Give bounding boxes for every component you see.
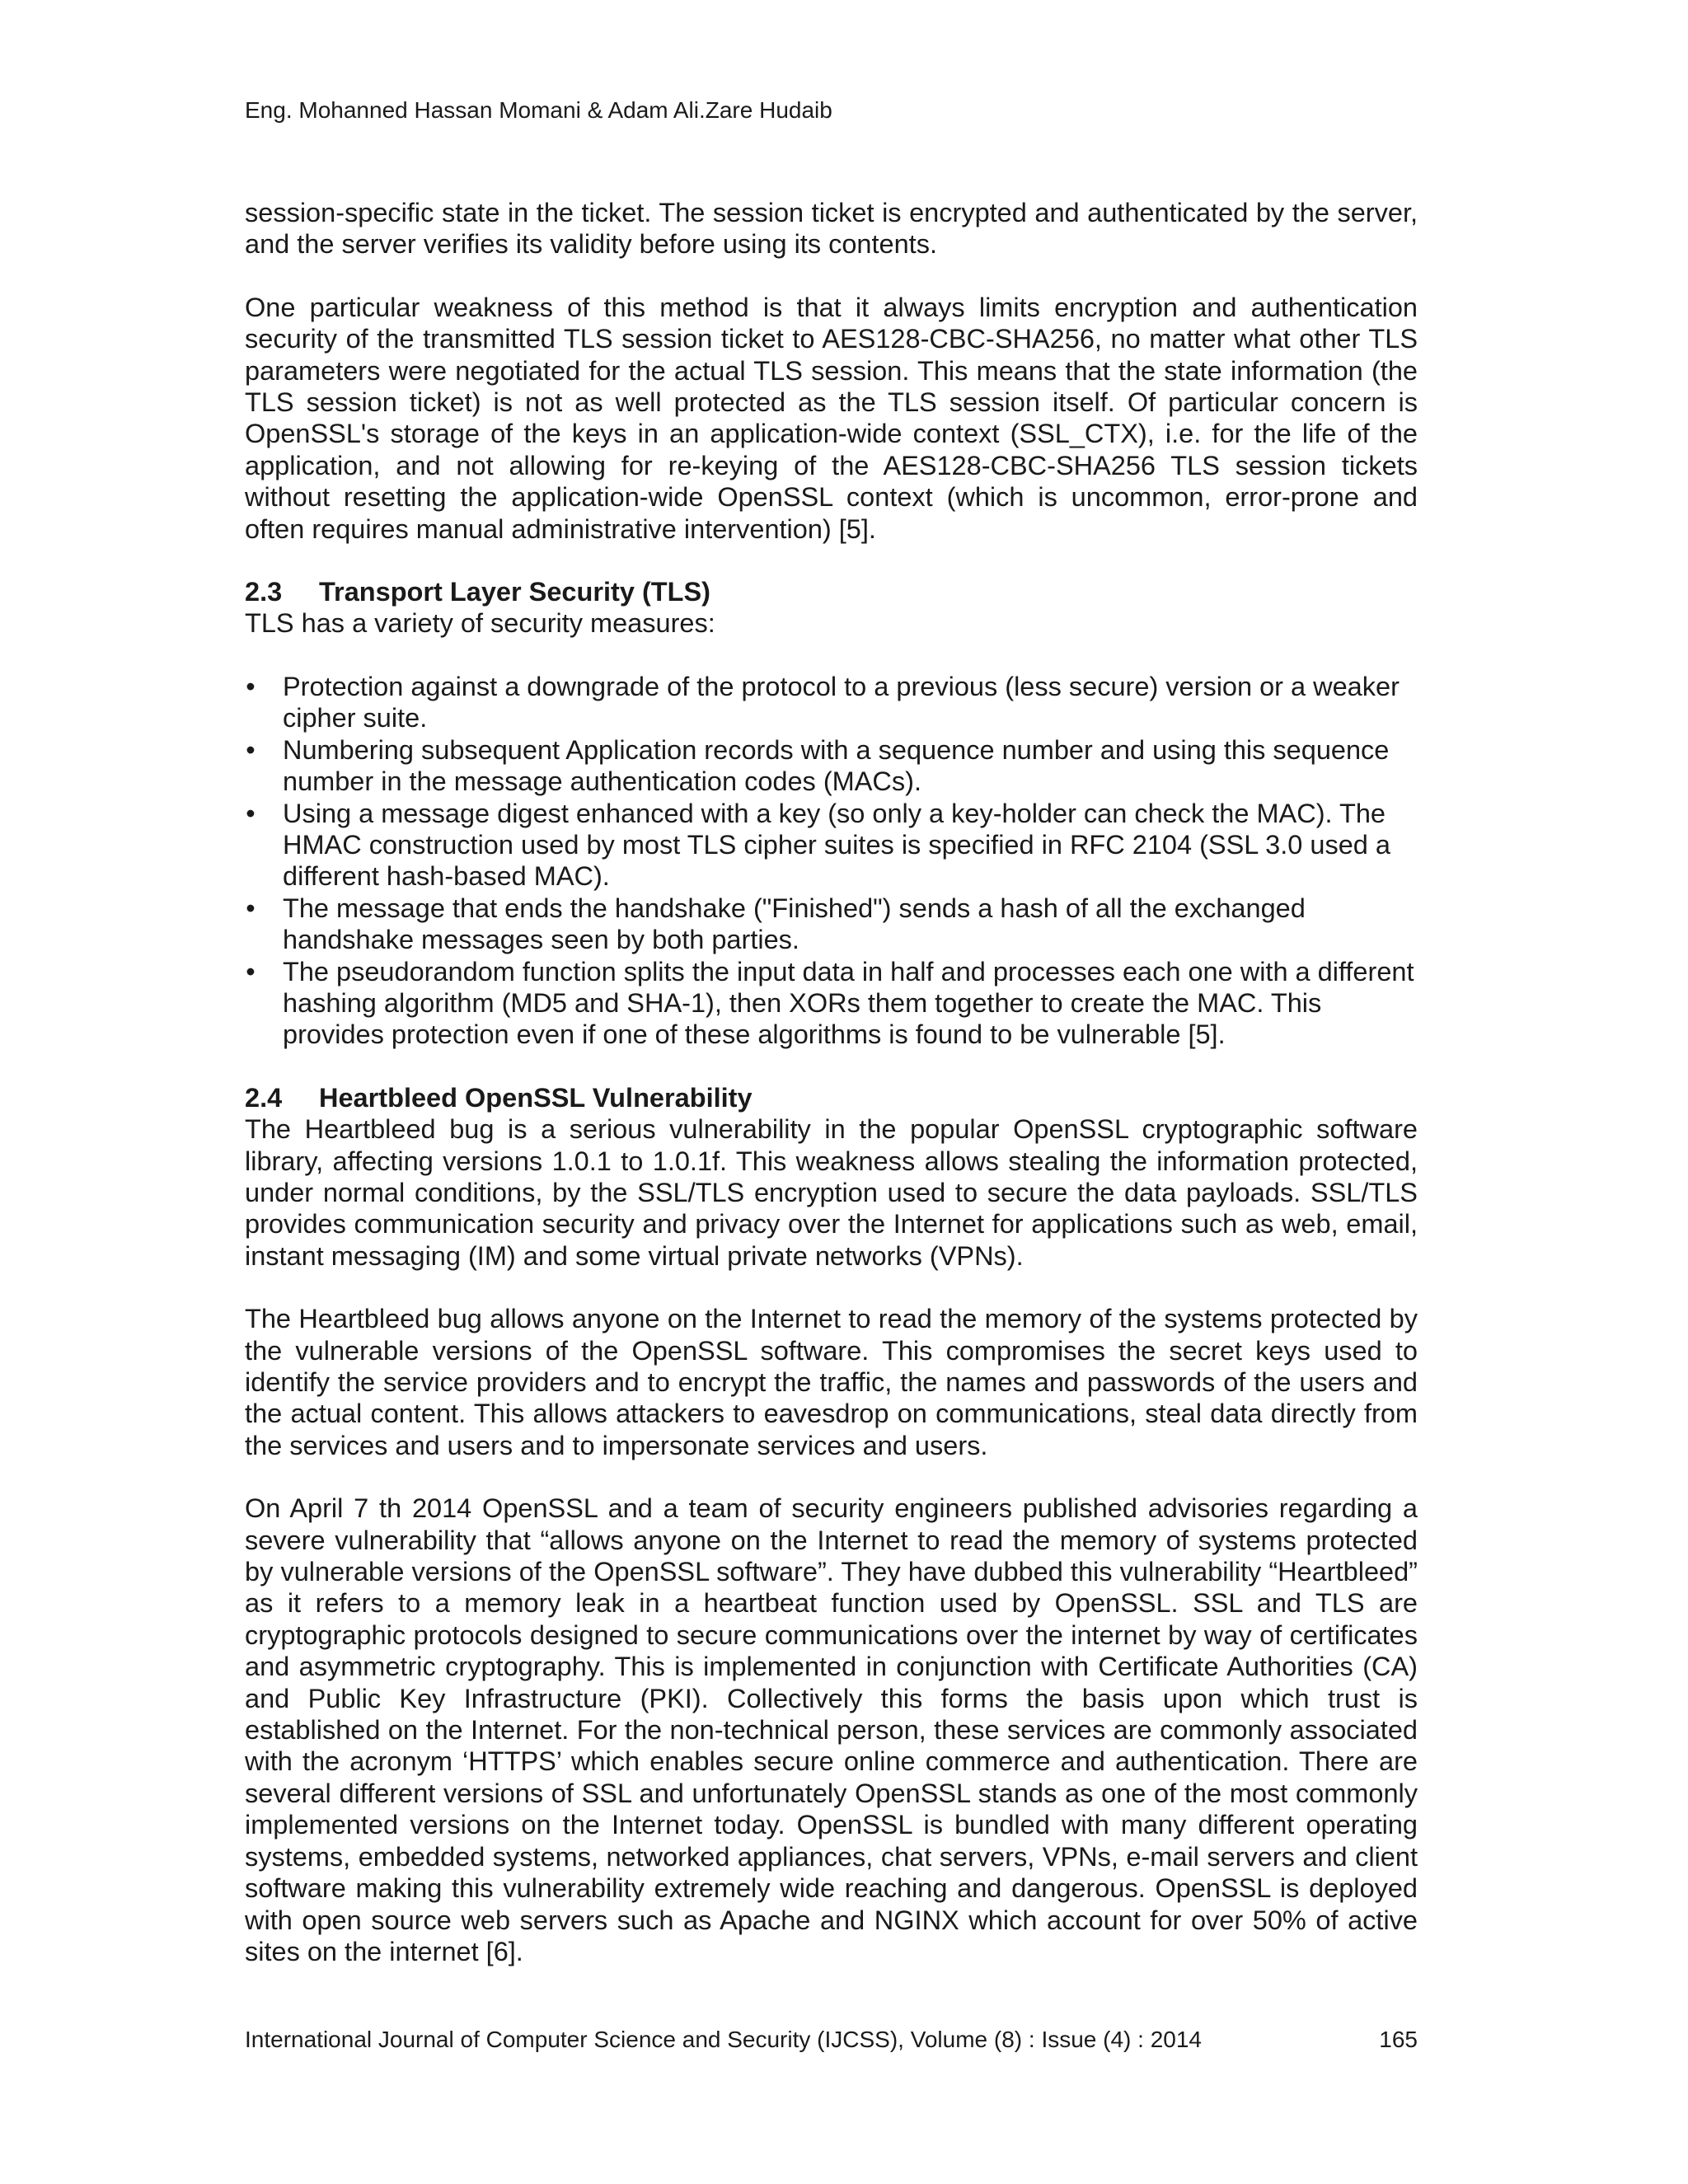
section-title: Heartbleed OpenSSL Vulnerability <box>319 1082 753 1113</box>
list-item-text: The pseudorandom function splits the input data in half and processes each one with a different hashing algorithm (MD5 and SHA-1), then XORs them together to create the MAC. This provides protection even if one of these algorithms is found to be vulnerable [5]. <box>283 956 1414 1050</box>
list-item <box>245 893 1418 956</box>
list-item-text: Protection against a downgrade of the protocol to a previous (less secure) version or a weaker cipher suite. <box>283 671 1400 733</box>
section-title: Transport Layer Security (TLS) <box>319 577 710 607</box>
paragraph: The Heartbleed bug is a serious vulnerability in the popular OpenSSL cryptographic software library, affecting versions 1.0.1 to 1.0.1f. This weakness allows stealing the information protected, under normal conditions, by the SSL/TLS encryption used to secure the data payloads. SSL/TLS provides communication security and privacy over the Internet for applications such as web, email, instant messaging (IM) and some virtual private networks (VPNs). <box>245 1114 1418 1271</box>
bullet-list <box>245 671 1418 1051</box>
bullet-icon: • <box>246 798 256 828</box>
bullet-icon: • <box>246 956 256 987</box>
list-item-text: The message that ends the handshake ("Finished") sends a hash of all the exchanged handshake messages seen by both parties. <box>283 893 1306 955</box>
paragraph: On April 7 th 2014 OpenSSL and a team of security engineers published advisories regarding a severe vulnerability that “allows anyone on the Internet to read the memory of systems protected by vulnerable versions of the OpenSSL software”. They have dubbed this vulnerability “Heartbleed” as it refers to a memory leak in a heartbeat function used by OpenSSL. SSL and TLS are cryptographic protocols designed to secure communications over the internet by way of certificates and asymmetric cryptography. This is implemented in conjunction with Certificate Authorities (CA) and Public Key Infrastructure (PKI). Collectively this forms the basis upon which trust is established on the Internet. For the non-technical person, these services are commonly associated with the acronym ‘HTTPS’ which enables secure online commerce and authentication. There are several different versions of SSL and unfortunately OpenSSL stands as one of the most commonly implemented versions on the Internet today. OpenSSL is bundled with many different operating systems, embedded systems, networked appliances, chat servers, VPNs, e-mail servers and client software making this vulnerability extremely wide reaching and dangerous. OpenSSL is deployed with open source web servers such as Apache and NGINX which account for over 50% of active sites on the internet [6]. <box>245 1493 1418 1966</box>
header-authors: Eng. Mohanned Hassan Momani & Adam Ali.Zare Hudaib <box>245 97 832 123</box>
section-heading-2-4 <box>245 1082 1418 1113</box>
page-number: 165 <box>1379 2027 1418 2052</box>
bullet-icon: • <box>246 671 256 701</box>
list-item-text: Using a message digest enhanced with a key (so only a key-holder can check the MAC). The HMAC construction used by most TLS cipher suites is specified in RFC 2104 (SSL 3.0 used a different hash-based MAC). <box>283 798 1390 892</box>
footer-journal: International Journal of Computer Science and Security (IJCSS), Volume (8) : Issue (4) : 2014 <box>245 2027 1203 2052</box>
list-item-text: Numbering subsequent Application records with a sequence number and using this sequence number in the message authentication codes (MACs). <box>283 734 1390 797</box>
paragraph: session-specific state in the ticket. The session ticket is encrypted and authenticated by the server, and the server verifies its validity before using its contents. <box>245 198 1418 260</box>
list-item <box>245 956 1418 1051</box>
paragraph: The Heartbleed bug allows anyone on the Internet to read the memory of the systems protected by the vulnerable versions of the OpenSSL software. This compromises the secret keys used to identify the service providers and to encrypt the traffic, the names and passwords of the users and the actual content. This allows attackers to eavesdrop on communications, steal data directly from the services and users and to impersonate services and users. <box>245 1304 1418 1460</box>
section-number: 2.3 <box>245 577 283 607</box>
list-item <box>245 798 1418 893</box>
section-intro: TLS has a variety of security measures: <box>245 608 715 639</box>
bullet-icon: • <box>246 893 256 923</box>
page-footer <box>245 2026 1418 2054</box>
list-item <box>245 734 1418 798</box>
main-content <box>245 197 1418 1999</box>
paragraph: One particular weakness of this method is that it always limits encryption and authentication security of the transmitted TLS session ticket to AES128-CBC-SHA256, no matter what other TLS parameters were negotiated for the actual TLS session. This means that the state information (the TLS session ticket) is not as well protected as the TLS session itself. Of particular concern is OpenSSL's storage of the keys in an application-wide context (SSL_CTX), i.e. for the life of the application, and not allowing for re-keying of the AES128-CBC-SHA256 TLS session tickets without resetting the application-wide OpenSSL context (which is uncommon, error-prone and often requires manual administrative intervention) [5]. <box>245 292 1418 544</box>
list-item <box>245 671 1418 734</box>
section-number: 2.4 <box>245 1082 283 1113</box>
section-heading-2-3 <box>245 576 1418 607</box>
bullet-icon: • <box>246 734 256 765</box>
page-header <box>245 96 832 124</box>
